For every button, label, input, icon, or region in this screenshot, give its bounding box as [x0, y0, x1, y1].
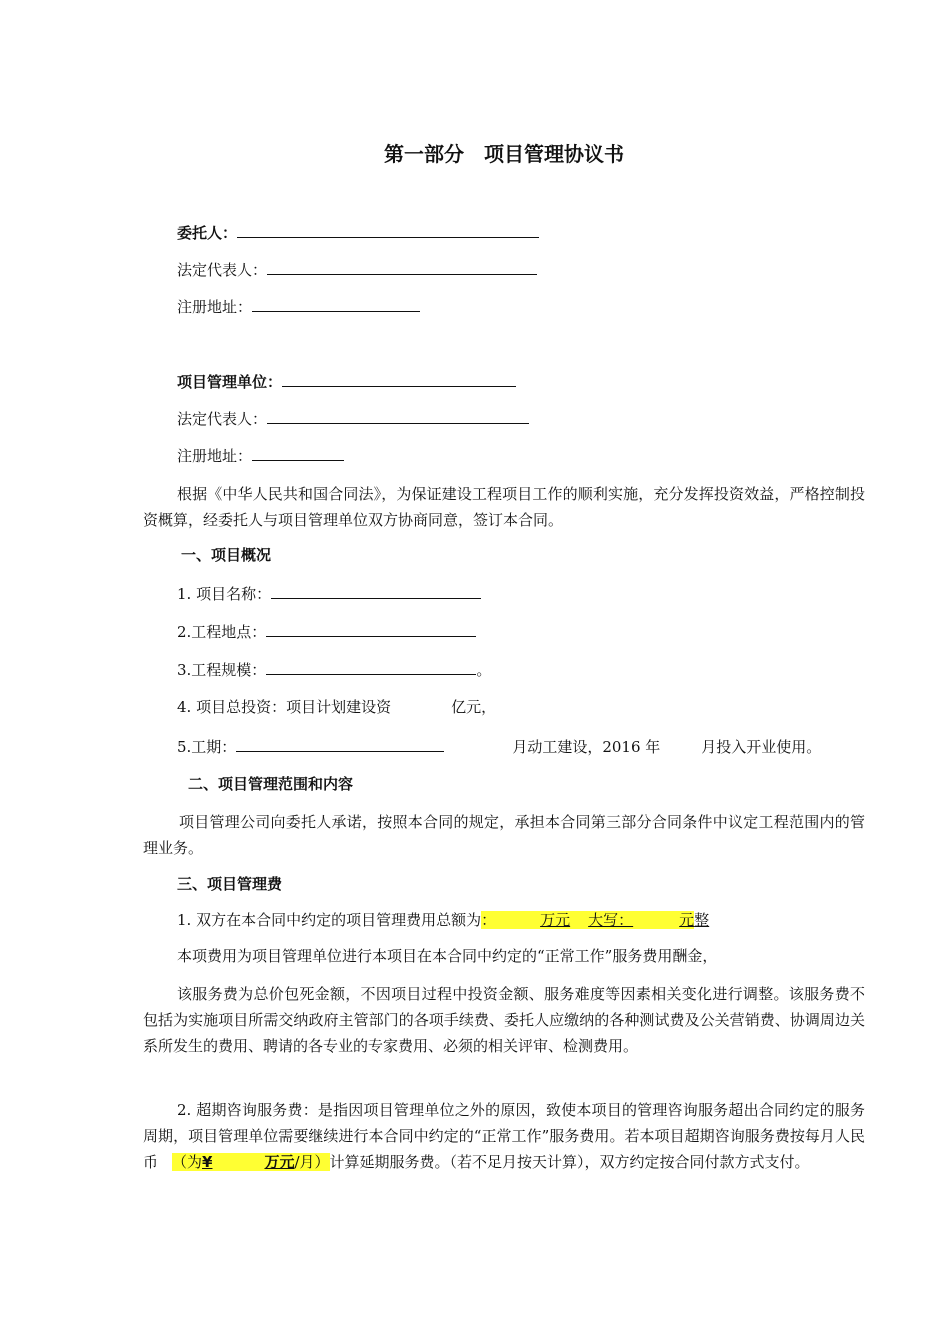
- manager-addr-label: 注册地址：: [177, 447, 253, 465]
- project-name-label: 1. 项目名称：: [177, 585, 272, 603]
- client-rep-label: 法定代表人：: [177, 261, 268, 279]
- fee-total-label: 1. 双方在本合同中约定的项目管理费用总额为: [177, 911, 482, 929]
- client-addr-label: 注册地址：: [177, 298, 253, 316]
- section2-paragraph: 项目管理公司向委托人承诺，按照本合同的规定，承担本合同第三部分合同条件中议定工程范围内的管理业务。: [143, 813, 865, 857]
- duration-end: 月投入开业使用。: [701, 738, 822, 756]
- manager-addr-blank[interactable]: [252, 444, 344, 461]
- project-location-field: [177, 620, 476, 642]
- fee-note: 本项费用为项目管理单位进行本项目在本合同中约定的“正常工作”服务费用酬金，: [177, 947, 718, 965]
- manager-rep-field: [177, 407, 529, 429]
- client-field: [177, 221, 539, 243]
- project-scale-field: [177, 658, 491, 680]
- overdue-text-a: 2. 超期咨询服务费：是指因项目管理单位之外的原因，致使本项目的管理咨询服务超出合同约定的服务周期，项目管理单位需要继续进行本合同中约定的“正常工作”服务费用。若本项目超期咨询服务费按每月人民币: [143, 1101, 865, 1171]
- overdue-fee-paragraph: [143, 1097, 865, 1175]
- manager-label: 项目管理单位：: [177, 373, 283, 391]
- duration-label: 5.工期：: [177, 738, 237, 756]
- client-addr-blank[interactable]: [252, 295, 420, 312]
- duration-start: 月动工建设，2016 年: [512, 738, 661, 756]
- manager-blank[interactable]: [282, 370, 516, 387]
- overdue-rate-close: /月）: [294, 1153, 330, 1171]
- fee-daxie: 大写：: [588, 911, 634, 929]
- overdue-rate-yen: ¥: [202, 1153, 213, 1171]
- fee-total-line: [177, 910, 717, 930]
- manager-rep-label: 法定代表人：: [177, 410, 268, 428]
- overdue-text-b: 计算延期服务费。（若不足月按天计算），双方约定按合同付款方式支付。: [329, 1153, 810, 1171]
- project-scale-blank[interactable]: [266, 658, 476, 675]
- project-name-field: [177, 582, 481, 604]
- investment-unit: 亿元，: [451, 698, 497, 716]
- manager-addr-field: [177, 444, 344, 466]
- page-title: 第一部分 项目管理协议书: [384, 142, 624, 166]
- fee-colon: ：: [481, 911, 497, 929]
- project-investment-field: [177, 697, 496, 717]
- client-label: 委托人：: [177, 224, 238, 242]
- investment-label: 4. 项目总投资：项目计划建设资: [177, 698, 392, 716]
- fee-yuan: 元: [679, 911, 695, 929]
- section1-heading: 一、项目概况: [181, 546, 272, 564]
- overdue-rate-wan: 万元: [264, 1153, 295, 1171]
- overdue-rate-open: （为: [172, 1153, 203, 1171]
- section2-heading: 二、项目管理范围和内容: [188, 775, 354, 793]
- client-rep-blank[interactable]: [267, 258, 537, 275]
- fee-description: 该服务费为总价包死金额，不因项目过程中投资金额、服务难度等因素相关变化进行调整。该服务费不包括为实施项目所需交纳政府主管部门的各项手续费、委托人应缴纳的各种测试费及公关营销费、协调周边关系所发生的费用、聘请的各专业的专家费用、必须的相关评审、检测费用。: [143, 985, 865, 1055]
- project-name-blank[interactable]: [271, 582, 481, 599]
- fee-zheng: 整: [694, 911, 710, 929]
- section3-heading: 三、项目管理费: [177, 875, 283, 893]
- intro-paragraph: 根据《中华人民共和国合同法》，为保证建设工程项目工作的顺利实施，充分发挥投资效益，严格控制投资概算，经委托人与项目管理单位双方协商同意，签订本合同。: [143, 485, 865, 529]
- project-scale-label: 3.工程规模：: [177, 661, 267, 679]
- duration-blank[interactable]: [236, 735, 444, 752]
- client-addr-field: [177, 295, 420, 317]
- fee-wan: 万元: [540, 911, 571, 929]
- project-location-blank[interactable]: [266, 620, 476, 637]
- client-blank[interactable]: [237, 221, 539, 238]
- client-rep-field: [177, 258, 537, 280]
- project-duration-field: [177, 735, 821, 757]
- project-location-label: 2.工程地点：: [177, 623, 267, 641]
- manager-rep-blank[interactable]: [267, 407, 529, 424]
- manager-field: [177, 370, 516, 392]
- project-scale-end: 。: [476, 661, 492, 679]
